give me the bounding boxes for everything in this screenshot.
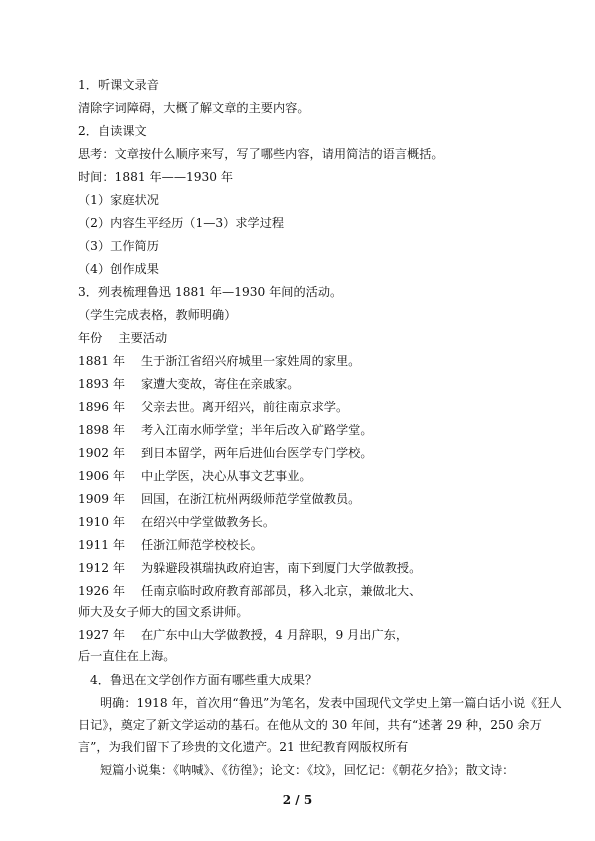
- timeline-activity: 任浙江师范学校校长。: [141, 538, 263, 552]
- section-3-heading: 3．列表梳理鲁迅 1881 年—1930 年间的活动。: [78, 285, 343, 299]
- outline-item: （3）工作简历: [78, 239, 159, 253]
- section-2-heading: 2．自读课文: [78, 124, 147, 138]
- timeline-year: 1910 年: [78, 515, 126, 529]
- timeline-year: 1893 年: [78, 377, 126, 391]
- timeline-activity: 父亲去世。离开绍兴，前往南京求学。: [141, 400, 349, 414]
- section-4-answer-line: 日记》，奠定了新文学运动的基石。在他从文的 30 年间，共有“述著 29 种，250 余万: [78, 718, 542, 732]
- timeline-year: 1902 年: [78, 446, 126, 460]
- timeline-activity-continuation: 师大及女子师大的国文系讲师。: [78, 605, 249, 619]
- timeline-year: 1906 年: [78, 469, 126, 483]
- outline-item: （2）内容生平经历（1—3）求学过程: [78, 216, 285, 230]
- timeline-year: 1926 年: [78, 584, 126, 598]
- page-number: 2 / 5: [282, 793, 313, 807]
- timeline-year: 1898 年: [78, 423, 126, 437]
- section-2-time: 时间：1881 年——1930 年: [78, 170, 234, 184]
- timeline-year: 1911 年: [78, 538, 126, 552]
- timeline-year: 1896 年: [78, 400, 126, 414]
- timeline-activity: 回国，在浙江杭州两级师范学堂做教员。: [141, 492, 361, 506]
- timeline-activity: 中止学医，决心从事文艺事业。: [141, 469, 312, 483]
- timeline-activity: 考入江南水师学堂；半年后改入矿路学堂。: [141, 423, 373, 437]
- timeline-activity: 任南京临时政府教育部部员，移入北京，兼做北大、: [141, 584, 422, 598]
- timeline-year: 1912 年: [78, 561, 126, 575]
- timeline-activity: 为躲避段祺瑞执政府迫害，南下到厦门大学做教授。: [141, 561, 422, 575]
- timeline-activity: 在广东中山大学做教授，4 月辞职，9 月出广东，: [141, 628, 409, 642]
- timeline-header: 年份 主要活动: [78, 331, 168, 345]
- timeline-activity: 家遭大变故，寄住在亲戚家。: [141, 377, 300, 391]
- section-4-works-list: 短篇小说集：《呐喊》、《彷徨》；论文：《坟》，回忆记：《朝花夕拾》；散文诗：: [100, 763, 515, 777]
- section-4-answer-line: 言”，为我们留下了珍贵的文化遗产。21 世纪教育网版权所有: [78, 740, 409, 754]
- timeline-activity: 到日本留学，两年后进仙台医学专门学校。: [141, 446, 373, 460]
- section-2-question: 思考：文章按什么顺序来写，写了哪些内容，请用简洁的语言概括。: [78, 147, 444, 161]
- outline-item: （1）家庭状况: [78, 193, 159, 207]
- timeline-year: 1909 年: [78, 492, 126, 506]
- timeline-year: 1881 年: [78, 354, 126, 368]
- timeline-year: 1927 年: [78, 628, 126, 642]
- timeline-activity: 在绍兴中学堂做教务长。: [141, 515, 276, 529]
- timeline-activity-continuation: 后一直住在上海。: [78, 649, 176, 663]
- section-1-text: 清除字词障碍，大概了解文章的主要内容。: [78, 101, 310, 115]
- section-4-answer-line: 明确：1918 年，首次用“鲁迅”为笔名，发表中国现代文学史上第一篇白话小说《狂人: [100, 696, 562, 710]
- section-4-heading: 4．鲁迅在文学创作方面有哪些重大成果？: [90, 673, 318, 687]
- outline-item: （4）创作成果: [78, 262, 159, 276]
- section-3-note: （学生完成表格，教师明确）: [78, 308, 237, 322]
- section-1-heading: 1．听课文录音: [78, 78, 159, 92]
- timeline-activity: 生于浙江省绍兴府城里一家姓周的家里。: [141, 354, 361, 368]
